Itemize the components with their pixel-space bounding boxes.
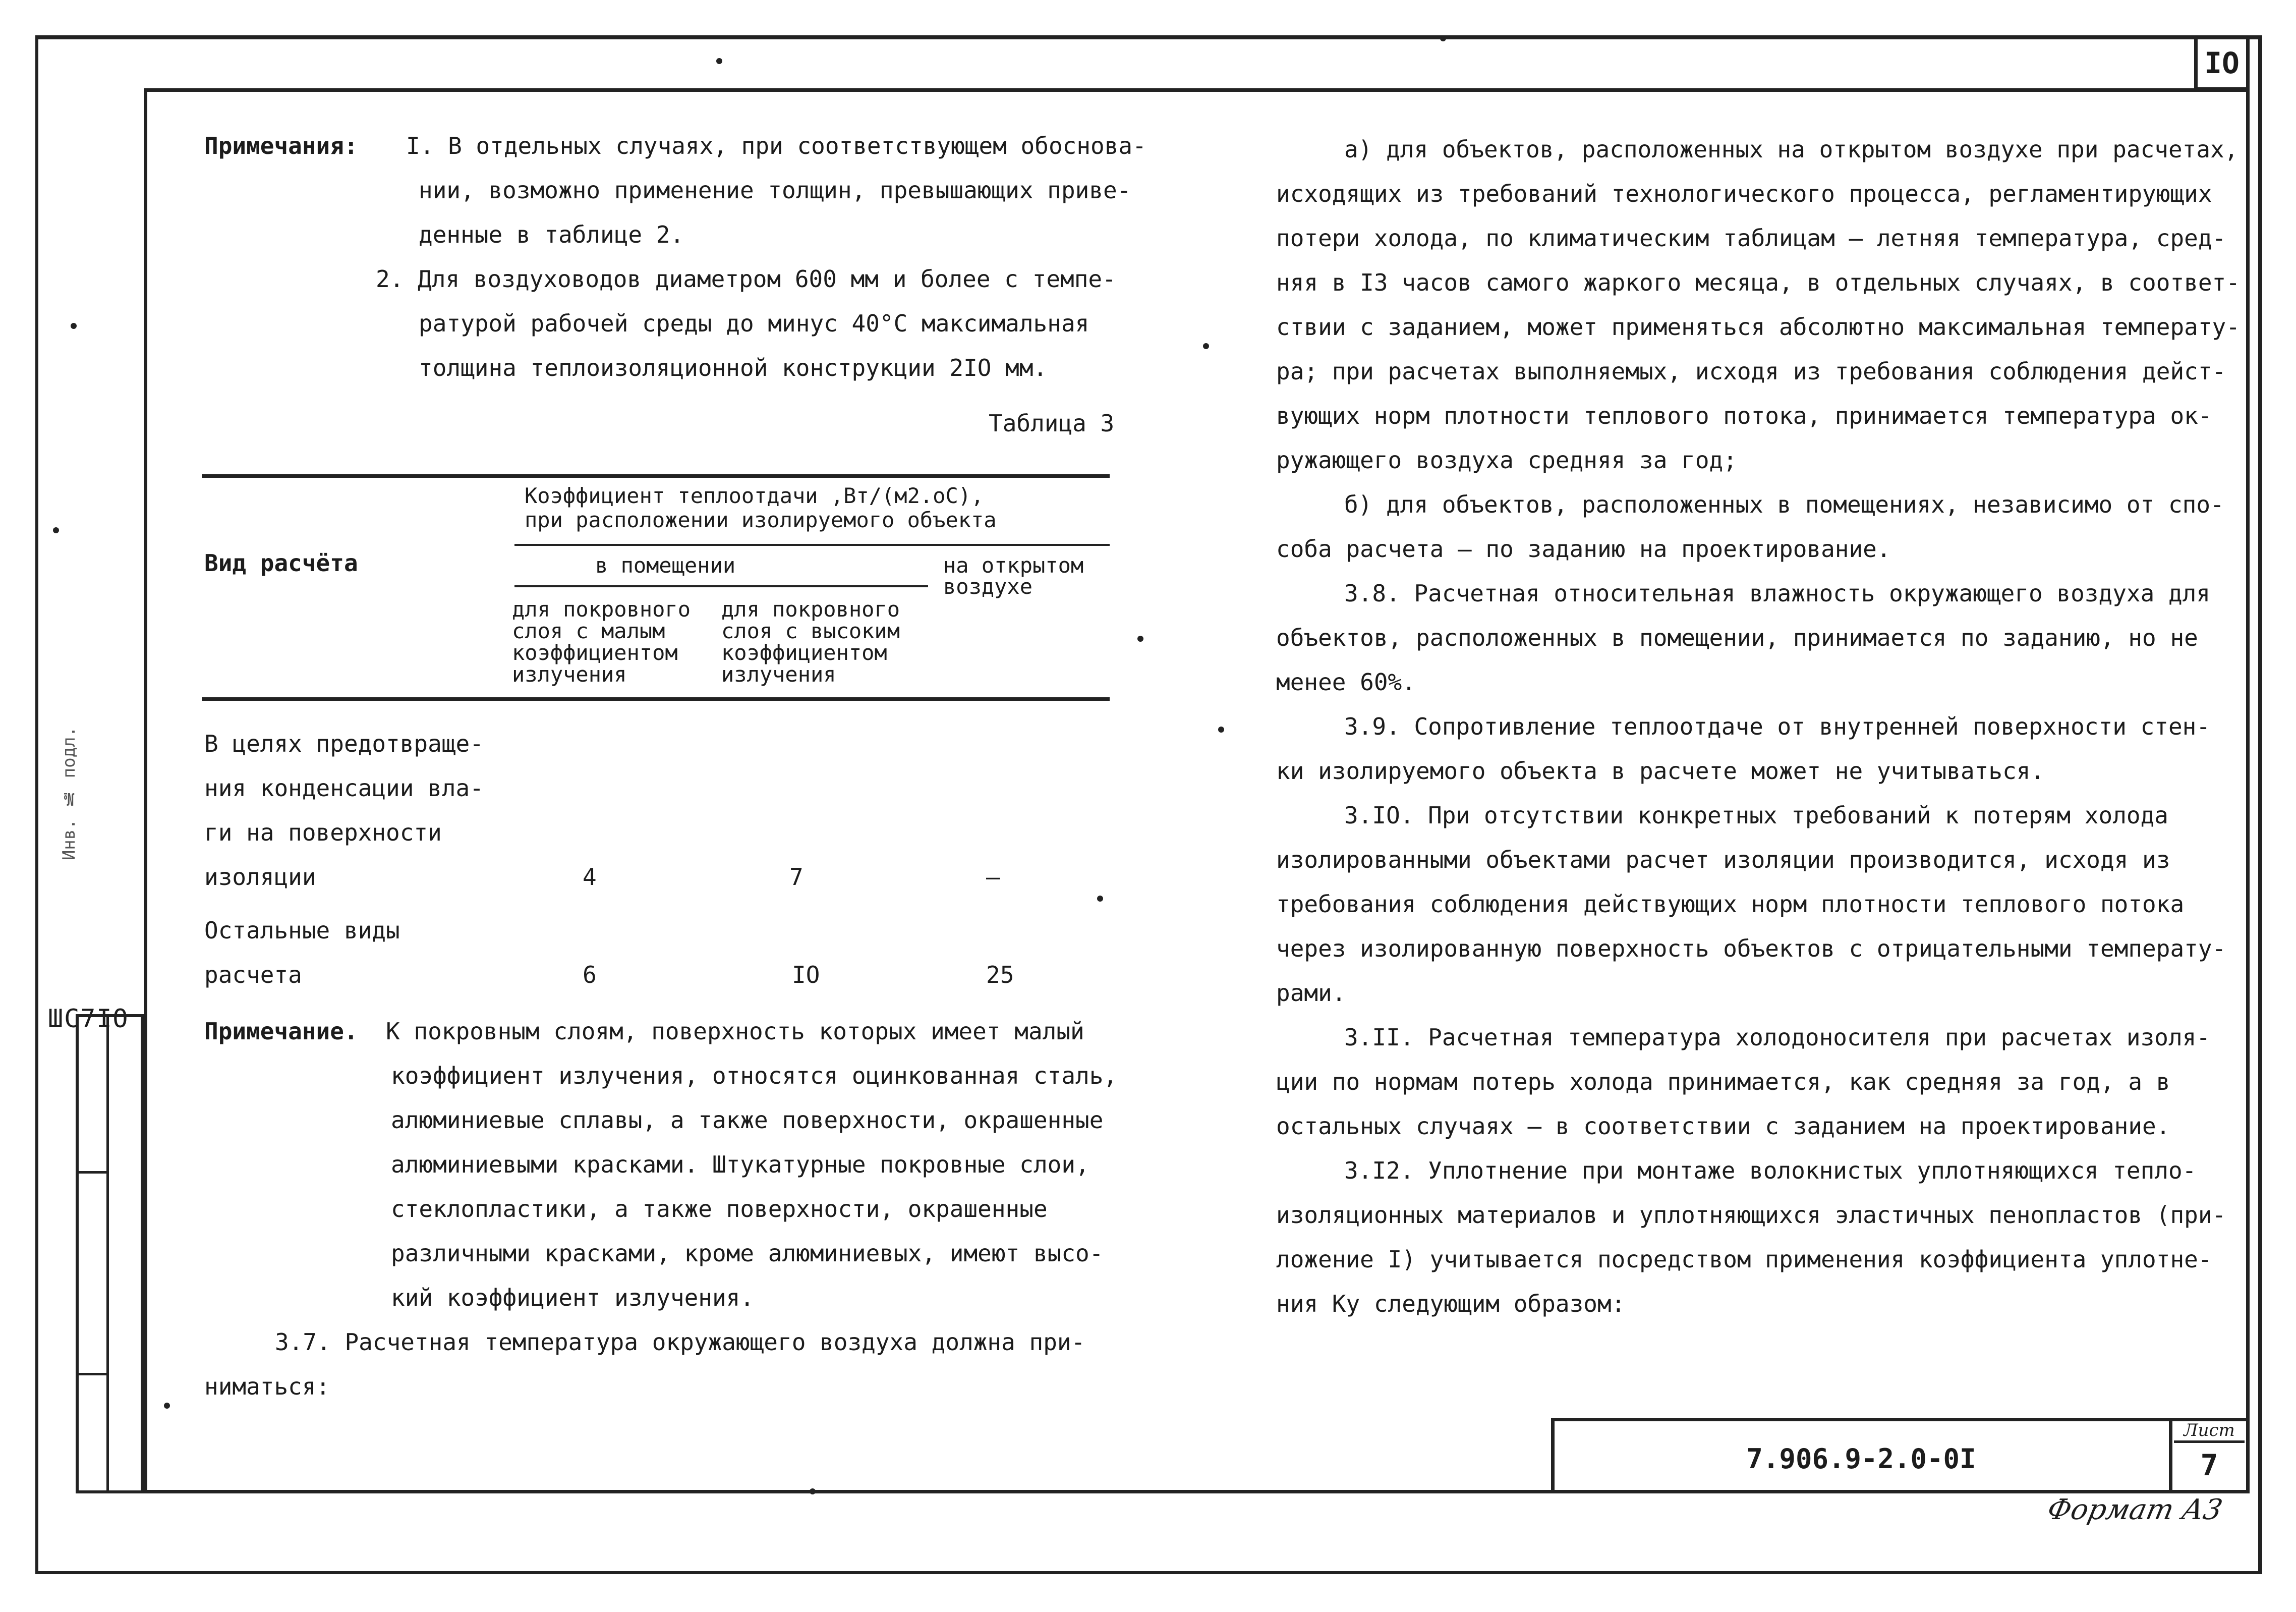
- paragraph-line: объектов, расположенных в помещении, принимается по заданию, но не: [1276, 624, 2198, 651]
- note-line: стеклопластики, а также поверхности, окрашенные: [391, 1195, 1048, 1222]
- note-line: денные в таблице 2.: [419, 221, 684, 248]
- scan-speck: [1218, 727, 1224, 733]
- sheet-number: 7: [2200, 1448, 2218, 1482]
- note-line: алюминиевыми красками. Штукатурные покровные слои,: [391, 1151, 1089, 1178]
- row-name: ния конденсации вла-: [204, 774, 484, 802]
- col-header-calc-type: Вид расчёта: [204, 549, 358, 577]
- paragraph-line: потери холода, по климатическим таблицам – летняя температура, сред-: [1276, 225, 2226, 252]
- scan-speck: [53, 527, 59, 533]
- paragraph-line: ния Ку следующим образом:: [1276, 1290, 1626, 1317]
- sheet-label: Лист: [2174, 1420, 2245, 1443]
- paragraph-line: 3.I2. Уплотнение при монтаже волокнистых уплотняющихся тепло-: [1344, 1157, 2197, 1184]
- paragraph-line: остальных случаях – в соответствии с заданием на проектирование.: [1276, 1113, 2170, 1140]
- scan-speck: [1203, 343, 1209, 349]
- scan-speck: [716, 58, 722, 64]
- note-line: 2. Для воздуховодов диаметром 600 мм и более с темпе-: [376, 265, 1116, 293]
- paragraph-line: соба расчета – по заданию на проектирование.: [1276, 535, 1891, 563]
- paragraph-line: ра; при расчетах выполняемых, исходя из требования соблюдения дейст-: [1276, 358, 2226, 385]
- paragraph-line: няя в I3 часов самого жаркого месяца, в отдельных случаях, в соответ-: [1276, 269, 2240, 296]
- scan-speck: [1097, 896, 1103, 902]
- gutter-cell: [79, 1375, 109, 1490]
- paragraph-line: исходящих из требований технологического процесса, регламентирующих: [1276, 180, 2212, 207]
- note-line: толщина теплоизоляционной конструкции 2IO мм.: [419, 354, 1048, 381]
- paragraph-line: через изолированную поверхность объектов с отрицательными температу-: [1276, 935, 2226, 962]
- col-header-outdoor: воздухе: [943, 574, 1033, 599]
- table-header-rule: [202, 697, 1110, 701]
- note-line: I. В отдельных случаях, при соответствующем обоснова-: [406, 132, 1146, 159]
- paragraph-line: 3.8. Расчетная относительная влажность окружающего воздуха для: [1344, 580, 2211, 607]
- paragraph-line: 3.7. Расчетная температура окружающего воздуха должна при-: [275, 1328, 1085, 1356]
- gutter-code: ШС7IО: [48, 1004, 129, 1033]
- paragraph-line: 3.9. Сопротивление теплоотдаче от внутренней поверхности стен-: [1344, 713, 2211, 740]
- scan-speck: [71, 323, 77, 329]
- paragraph-line: рами.: [1276, 979, 1346, 1007]
- paragraph-line: менее 60%.: [1276, 669, 1416, 696]
- row-name: расчета: [204, 961, 302, 988]
- paragraph-line: требования соблюдения действующих норм плотности теплового потока: [1276, 891, 2185, 918]
- note-line: К покровным слоям, поверхность которых имеет малый: [386, 1018, 1084, 1045]
- paragraph-line: 3.IO. При отсутствии конкретных требований к потерям холода: [1344, 802, 2168, 829]
- note-line: нии, возможно применение толщин, превышающих приве-: [419, 177, 1131, 204]
- subheader-high-emission: для покровного: [721, 597, 900, 622]
- scan-speck: [810, 1488, 816, 1494]
- paragraph-line: изолированными объектами расчет изоляции производится, исходя из: [1276, 846, 2170, 873]
- col-header-indoor: в помещении: [595, 553, 736, 578]
- gutter-cell: [79, 1174, 109, 1375]
- table-cell: 7: [789, 863, 803, 891]
- paragraph-line: ружающего воздуха средняя за год;: [1276, 447, 1737, 474]
- table-cell: 25: [986, 961, 1014, 988]
- table-cell: IO: [792, 961, 820, 988]
- note-line: различными красками, кроме алюминиевых, имеют высо-: [391, 1240, 1104, 1267]
- subheader-high-emission: излучения: [721, 662, 836, 687]
- gutter-table: [76, 1014, 144, 1493]
- note-line: кий коэффициент излучения.: [391, 1284, 755, 1311]
- notes-label: Примечания:: [204, 132, 358, 159]
- note-line: алюминиевые сплавы, а также поверхности, окрашенные: [391, 1106, 1104, 1134]
- subheader-high-emission: слоя с высоким: [721, 619, 900, 643]
- subheader-low-emission: коэффициентом: [512, 640, 678, 665]
- col-header-outdoor: на открытом: [943, 553, 1084, 578]
- table-caption: Таблица 3: [989, 410, 1115, 437]
- note-line: коэффициент излучения, относятся оцинкованная сталь,: [391, 1062, 1118, 1089]
- table-top-rule: [202, 474, 1110, 478]
- note-line: ратурой рабочей среды до минус 40°С максимальная: [419, 310, 1089, 337]
- subheader-high-emission: коэффициентом: [721, 640, 887, 665]
- table-mid-rule: [514, 544, 1110, 546]
- row-name: В целях предотвраще-: [204, 730, 484, 757]
- paragraph-line: 3.II. Расчетная температура холодоносителя при расчетах изоля-: [1344, 1024, 2211, 1051]
- table-cell: 4: [583, 863, 597, 891]
- row-name: ги на поверхности: [204, 819, 442, 846]
- coef-header: Коэффициент теплоотдачи ,Вт/(м2.оС),: [525, 483, 984, 508]
- note-label: Примечание.: [204, 1018, 358, 1045]
- subheader-low-emission: для покровного: [512, 597, 691, 622]
- format-label: Формат А3: [2044, 1493, 2225, 1526]
- paragraph-line: ции по нормам потерь холода принимается, как средняя за год, а в: [1276, 1068, 2170, 1095]
- scan-speck: [164, 1403, 170, 1409]
- subheader-low-emission: слоя с малым: [512, 619, 665, 643]
- paragraph-line: изоляционных материалов и уплотняющихся эластичных пенопластов (при-: [1276, 1201, 2226, 1229]
- paragraph-line: ниматься:: [204, 1373, 330, 1400]
- subheader-low-emission: излучения: [512, 662, 627, 687]
- gutter-cell: [79, 1017, 109, 1174]
- paragraph-line: ствии с заданием, может применяться абсолютно максимальная температу-: [1276, 313, 2240, 341]
- paragraph-line: вующих норм плотности теплового потока, принимается температура ок-: [1276, 402, 2212, 429]
- paragraph-line: ложение I) учитывается посредством применения коэффициента уплотне-: [1276, 1246, 2212, 1273]
- table-cell: –: [986, 863, 1000, 891]
- table-cell: 6: [583, 961, 597, 988]
- table-sub-rule: [514, 585, 928, 587]
- document-code: 7.906.9-2.0-0I: [1746, 1443, 1976, 1475]
- coef-header: при расположении изолируемого объекта: [525, 508, 997, 532]
- paragraph-line: б) для объектов, расположенных в помещениях, независимо от спо-: [1344, 491, 2224, 518]
- scan-speck: [1137, 636, 1143, 642]
- paragraph-line: ки изолируемого объекта в расчете может не учитываться.: [1276, 757, 2045, 785]
- row-name: Остальные виды: [204, 917, 400, 944]
- scan-speck: [1440, 35, 1446, 41]
- paragraph-line: а) для объектов, расположенных на открытом воздухе при расчетах,: [1344, 136, 2238, 163]
- row-name: изоляции: [204, 863, 316, 891]
- gutter-vertical-text: Инв. № подл.: [59, 727, 79, 861]
- page-number: IO: [2194, 35, 2250, 91]
